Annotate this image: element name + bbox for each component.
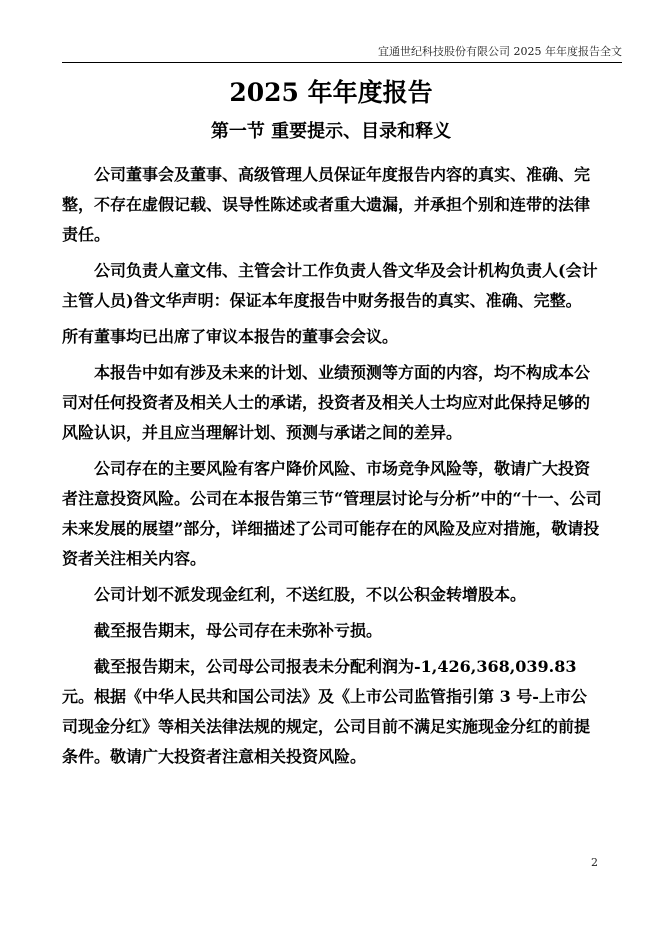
paragraph-risk-notice: 公司存在的主要风险有客户降价风险、市场竞争风险等，敬请广大投资者注意投资风险。公司在本报告第三节“管理层讨论与分析”中的“十一、公司未来发展的展望”部分，详细描述了公司可能存在的风险及应对措施，敬请投资者关注相关内容。 <box>62 459 602 568</box>
paragraph-uncovered-loss: 截至报告期末，母公司存在未弥补亏损。 <box>94 621 383 640</box>
page-number: 2 <box>591 856 598 869</box>
paragraph-dividend-plan: 公司计划不派发现金红利，不送红股，不以公积金转增股本。 <box>94 585 527 604</box>
document-title: 2025 年年度报告 <box>229 78 433 107</box>
paragraph-undistributed-profit: 截至报告期末，公司母公司报表未分配利润为-1,426,368,039.83 元。根据《中华人民共和国公司法》及《上市公司监管指引第 3 号-上市公司现金分红》等相关法律法规的规定，公司目前不满足实施现金分红的前提条件。敬请广大投资者注意相关投资风险。 <box>62 657 591 766</box>
document-body <box>62 160 602 778</box>
paragraph-board-attendance: 所有董事均已出席了审议本报告的董事会会议。 <box>62 327 399 346</box>
paragraph-responsible-persons: 公司负责人童文伟、主管会计工作负责人昝文华及会计机构负责人(会计主管人员)昝文华声明：保证本年度报告中财务报告的真实、准确、完整。 <box>62 261 598 310</box>
section-heading: 第一节 重要提示、目录和释义 <box>210 121 452 142</box>
paragraph-forward-looking: 本报告中如有涉及未来的计划、业绩预测等方面的内容，均不构成本公司对任何投资者及相关人士的承诺，投资者及相关人士均应对此保持足够的风险认识，并且应当理解计划、预测与承诺之间的差异。 <box>62 363 591 442</box>
header-divider <box>62 62 622 63</box>
running-header: 宜通世纪科技股份有限公司 2025 年年度报告全文 <box>378 45 622 58</box>
paragraph-board-guarantee: 公司董事会及董事、高级管理人员保证年度报告内容的真实、准确、完整，不存在虚假记载、误导性陈述或者重大遗漏，并承担个别和连带的法律责任。 <box>62 165 591 244</box>
